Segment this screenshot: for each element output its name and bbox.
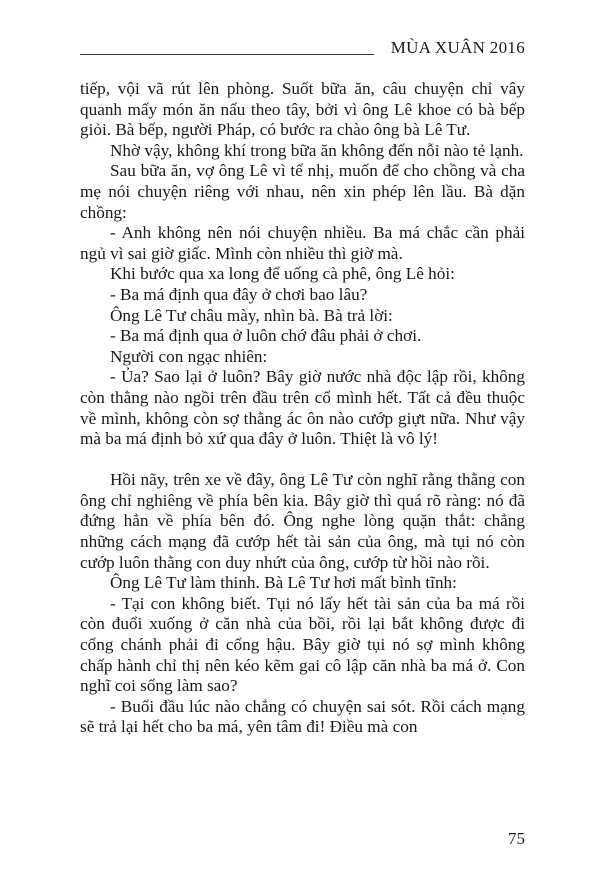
paragraph: Nhờ vậy, không khí trong bữa ăn không đến nỗi nào tẻ lạnh.: [110, 140, 524, 160]
paragraph: Ông Lê Tư châu mày, nhìn bà. Bà trả lời:: [110, 305, 393, 325]
dialogue-line: - Buổi đầu lúc nào chẳng có chuyện sai sót. Rồi cách mạng sẽ trả lại hết cho ba má, yên tâm đi! Điều mà con: [80, 696, 525, 737]
paragraph: Hồi nãy, trên xe về đây, ông Lê Tư còn nghĩ rằng thằng con ông chỉ nghiêng về phía bên kia. Bây giờ thì quá rõ ràng: nó đã đứng hẳn về phía bên đó. Ông nghe lòng quặn thắt: chẳng những cách mạng đã cướp hết tài sản của ông, mà tụi nó còn cướp luôn thằng con duy nhứt của ông, cướp từ hồi nào rồi.: [80, 470, 525, 572]
dialogue-line: - Ba má định qua đây ở chơi bao lâu?: [110, 284, 368, 304]
paragraph: Người con ngạc nhiên:: [110, 346, 268, 366]
body-text: [80, 79, 525, 738]
running-header: [80, 38, 525, 60]
dialogue-line: - Tại con không biết. Tụi nó lấy hết tài sản của ba má rồi còn đuổi xuống ở căn nhà của bồi, rồi lại bắt không được đi cổng chánh phải đi cổng hậu. Bây giờ tụi nó sợ mình không chấp hành chỉ thị nên kéo kẽm gai cô lập căn nhà ba má ở. Con nghĩ coi sống làm sao?: [80, 593, 525, 696]
running-title: MÙA XUÂN 2016: [390, 38, 525, 57]
paragraph: Ông Lê Tư làm thinh. Bà Lê Tư hơi mất bình tĩnh:: [110, 573, 457, 593]
dialogue-line: - Ba má định qua ở luôn chớ đâu phải ở chơi.: [110, 326, 422, 346]
paragraph: Khi bước qua xa long để uống cà phê, ông Lê hỏi:: [110, 264, 455, 284]
header-rule: [80, 54, 374, 55]
dialogue-line: - Ủa? Sao lại ở luôn? Bây giờ nước nhà độc lập rồi, không còn thằng nào ngồi trên đầu trên cổ mình hết. Tất cả đều thuộc về mình, không còn sợ thằng ác ôn nào cướp giựt nữa. Như vậy mà ba má định bỏ xứ qua đây ở luôn. Thiệt là vô lý!: [80, 367, 525, 449]
dialogue-line: - Anh không nên nói chuyện nhiều. Ba má chắc cần phải ngủ vì sai giờ giấc. Mình còn nhiều thì giờ mà.: [80, 223, 525, 263]
page-number: 75: [508, 829, 525, 848]
paragraph: Sau bữa ăn, vợ ông Lê vì tế nhị, muốn để cho chồng và cha mẹ nói chuyện riêng với nhau, nên xin phép lên lầu. Bà dặn chồng:: [80, 161, 525, 222]
paragraph: tiếp, vội vã rút lên phòng. Suốt bữa ăn, câu chuyện chỉ vây quanh mấy món ăn nấu theo tây, bởi vì ông Lê khoe có bà bếp giỏi. Bà bếp, người Pháp, có bước ra chào ông bà Lê Tư.: [80, 79, 525, 140]
